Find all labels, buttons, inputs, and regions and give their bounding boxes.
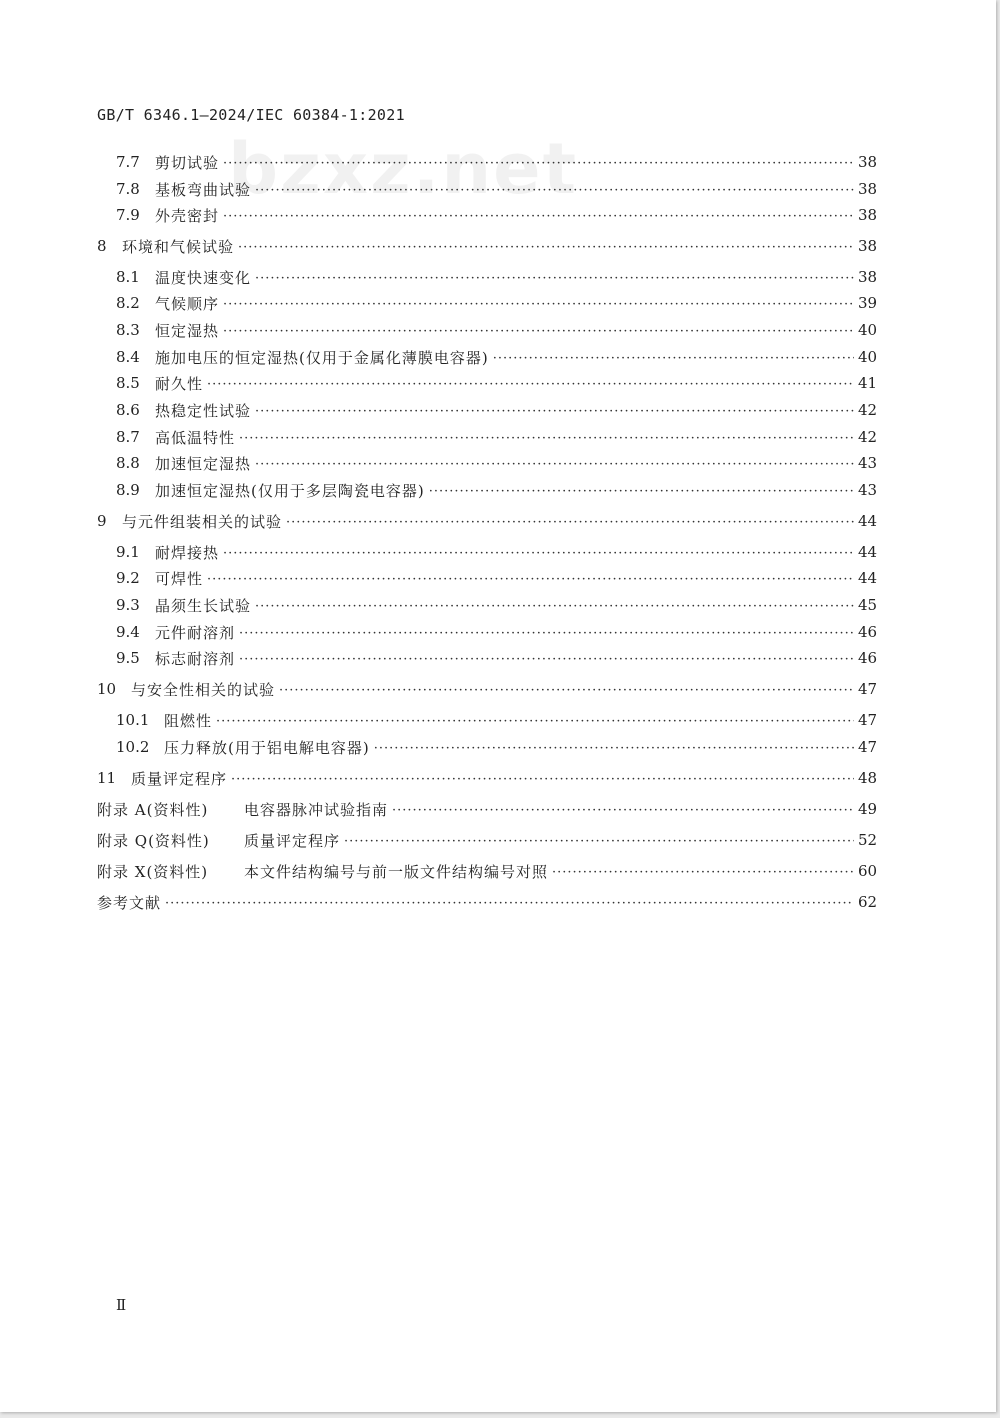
- toc-entry-page: 46: [858, 649, 878, 667]
- toc-dot-leader: [374, 741, 854, 756]
- toc-entry-page: 38: [858, 268, 878, 286]
- toc-entry-number: 8.5: [116, 374, 140, 392]
- toc-entry-title: 压力释放(用于铝电解电容器): [164, 738, 370, 757]
- toc-entry-number: 10.1: [116, 711, 150, 729]
- toc-dot-leader: [255, 271, 854, 286]
- toc-entry-8-4[interactable]: [116, 346, 876, 368]
- toc-entry-title: 耐久性: [155, 374, 204, 393]
- toc-entry-8-6[interactable]: [116, 399, 876, 421]
- toc-entry-number: 附录 X(资料性): [97, 862, 209, 881]
- toc-entry-page: 48: [858, 769, 878, 787]
- toc-entry-8-5[interactable]: [116, 372, 876, 394]
- toc-entry-number: 9.3: [116, 596, 140, 614]
- toc-entry-10-2[interactable]: [116, 736, 876, 758]
- toc-entry-title: 加速恒定湿热(仅用于多层陶瓷电容器): [155, 481, 425, 500]
- toc-entry-7-9[interactable]: [116, 204, 876, 226]
- toc-entry-page: 47: [858, 711, 878, 729]
- toc-entry-page: 49: [858, 800, 878, 818]
- toc-entry-page: 44: [858, 512, 878, 530]
- toc-entry-9-2[interactable]: [116, 567, 876, 589]
- toc-entry-page: 39: [858, 294, 878, 312]
- watermark: bzxz.net: [228, 128, 579, 210]
- toc-dot-leader: [223, 546, 854, 561]
- toc-entry-number: 9.5: [116, 649, 140, 667]
- toc-entry-title: 施加电压的恒定湿热(仅用于金属化薄膜电容器): [155, 348, 489, 367]
- toc-entry-page: 47: [858, 738, 878, 756]
- toc-entry-page: 44: [858, 543, 878, 561]
- toc-entry-number: 9.1: [116, 543, 140, 561]
- toc-entry-annex-q[interactable]: [97, 829, 876, 851]
- toc-entry-title: 与元件组装相关的试验: [122, 512, 283, 531]
- toc-entry-title: 电容器脉冲试验指南: [244, 800, 389, 819]
- toc-dot-leader: [255, 183, 854, 198]
- toc-entry-title: 环境和气候试验: [122, 237, 235, 256]
- toc-entry-page: 41: [858, 374, 878, 392]
- toc-entry-number: 7.9: [116, 206, 140, 224]
- toc-dot-leader: [231, 772, 854, 787]
- toc-entry-page: 38: [858, 206, 878, 224]
- toc-entry-page: 62: [858, 893, 878, 911]
- toc-entry-title: 元件耐溶剂: [155, 623, 236, 642]
- toc-dot-leader: [255, 599, 854, 614]
- toc-entry-9-5[interactable]: [116, 647, 876, 669]
- toc-entry-10[interactable]: [97, 678, 876, 700]
- toc-entry-number: 8.6: [116, 401, 140, 419]
- toc-dot-leader: [392, 803, 854, 818]
- toc-entry-8-8[interactable]: [116, 452, 876, 474]
- toc-entry-number: 9: [97, 512, 107, 530]
- toc-entry-title: 本文件结构编号与前一版文件结构编号对照: [244, 862, 549, 881]
- toc-entry-title: 阻燃性: [164, 711, 213, 730]
- toc-entry-page: 43: [858, 481, 878, 499]
- toc-entry-title: 晶须生长试验: [155, 596, 252, 615]
- toc-dot-leader: [493, 351, 854, 366]
- toc-dot-leader: [165, 896, 854, 911]
- toc-entry-number: 11: [97, 769, 117, 787]
- toc-dot-leader: [239, 431, 854, 446]
- toc-entry-page: 60: [858, 862, 878, 880]
- toc-entry-title: 加速恒定湿热: [155, 454, 252, 473]
- toc-entry-number: 8.3: [116, 321, 140, 339]
- toc-entry-page: 45: [858, 596, 878, 614]
- toc-entry-number: 8.9: [116, 481, 140, 499]
- toc-entry-title: 高低温特性: [155, 428, 236, 447]
- toc-entry-number: 8.7: [116, 428, 140, 446]
- toc-entry-page: 47: [858, 680, 878, 698]
- toc-dot-leader: [255, 457, 854, 472]
- toc-entry-7-7[interactable]: [116, 151, 876, 173]
- toc-entry-page: 38: [858, 237, 878, 255]
- standard-code-header: GB/T 6346.1—2024/IEC 60384-1:2021: [97, 106, 405, 124]
- toc-entry-title: 质量评定程序: [131, 769, 228, 788]
- toc-entry-number: 7.7: [116, 153, 140, 171]
- toc-entry-bibliography[interactable]: [97, 891, 876, 913]
- toc-entry-10-1[interactable]: [116, 709, 876, 731]
- toc-entry-title: 耐焊接热: [155, 543, 220, 562]
- toc-entry-title: 质量评定程序: [244, 831, 341, 850]
- toc-entry-page: 43: [858, 454, 878, 472]
- toc-dot-leader: [279, 683, 854, 698]
- toc-entry-8-3[interactable]: [116, 319, 876, 341]
- toc-dot-leader: [223, 297, 854, 312]
- toc-entry-9-1[interactable]: [116, 541, 876, 563]
- toc-entry-page: 38: [858, 153, 878, 171]
- toc-dot-leader: [207, 377, 854, 392]
- toc-entry-page: 40: [858, 348, 878, 366]
- toc-entry-title: 基板弯曲试验: [155, 180, 252, 199]
- toc-entry-7-8[interactable]: [116, 178, 876, 200]
- toc-entry-number: 9.4: [116, 623, 140, 641]
- toc-entry-9[interactable]: [97, 510, 876, 532]
- toc-entry-number: 9.2: [116, 569, 140, 587]
- toc-entry-annex-a[interactable]: [97, 798, 876, 820]
- toc-entry-9-4[interactable]: [116, 621, 876, 643]
- toc-entry-page: 46: [858, 623, 878, 641]
- toc-entry-page: 44: [858, 569, 878, 587]
- toc-entry-number: 8: [97, 237, 107, 255]
- toc-entry-8-2[interactable]: [116, 292, 876, 314]
- toc-dot-leader: [223, 324, 854, 339]
- toc-dot-leader: [344, 834, 854, 849]
- toc-entry-title: 标志耐溶剂: [155, 649, 236, 668]
- toc-dot-leader: [255, 404, 854, 419]
- toc-entry-9-3[interactable]: [116, 594, 876, 616]
- toc-dot-leader: [552, 865, 854, 880]
- toc-entry-annex-x[interactable]: [97, 860, 876, 882]
- toc-entry-8-7[interactable]: [116, 426, 876, 448]
- toc-entry-title: 剪切试验: [155, 153, 220, 172]
- toc-entry-number: 10: [97, 680, 117, 698]
- toc-entry-number: 8.1: [116, 268, 140, 286]
- toc-dot-leader: [429, 484, 854, 499]
- toc-entry-11[interactable]: [97, 767, 876, 789]
- toc-entry-number: 7.8: [116, 180, 140, 198]
- toc-entry-number: 8.8: [116, 454, 140, 472]
- toc-entry-number: 附录 A(资料性): [97, 800, 209, 819]
- toc-entry-8-1[interactable]: [116, 266, 876, 288]
- toc-entry-title: 恒定湿热: [155, 321, 220, 340]
- toc-dot-leader: [239, 626, 854, 641]
- toc-dot-leader: [286, 515, 854, 530]
- toc-entry-title: 可焊性: [155, 569, 204, 588]
- toc-entry-title: 气候顺序: [155, 294, 220, 313]
- toc-dot-leader: [223, 156, 854, 171]
- toc-entry-page: 38: [858, 180, 878, 198]
- toc-entry-number: 8.2: [116, 294, 140, 312]
- toc-entry-8[interactable]: [97, 235, 876, 257]
- toc-entry-number: 8.4: [116, 348, 140, 366]
- toc-dot-leader: [239, 652, 854, 667]
- toc-entry-page: 42: [858, 428, 878, 446]
- toc-entry-title: 与安全性相关的试验: [131, 680, 276, 699]
- toc-entry-title: 参考文献: [97, 893, 162, 912]
- toc-entry-title: 温度快速变化: [155, 268, 252, 287]
- toc-entry-page: 40: [858, 321, 878, 339]
- page-number: Ⅱ: [116, 1296, 127, 1314]
- toc-dot-leader: [238, 240, 854, 255]
- toc-entry-title: 热稳定性试验: [155, 401, 252, 420]
- toc-dot-leader: [207, 572, 854, 587]
- toc-entry-number: 附录 Q(资料性): [97, 831, 210, 850]
- toc-entry-title: 外壳密封: [155, 206, 220, 225]
- toc-entry-number: 10.2: [116, 738, 150, 756]
- toc-dot-leader: [223, 209, 854, 224]
- toc-entry-8-9[interactable]: [116, 479, 876, 501]
- toc-entry-page: 52: [858, 831, 878, 849]
- toc-entry-page: 42: [858, 401, 878, 419]
- toc-dot-leader: [216, 714, 854, 729]
